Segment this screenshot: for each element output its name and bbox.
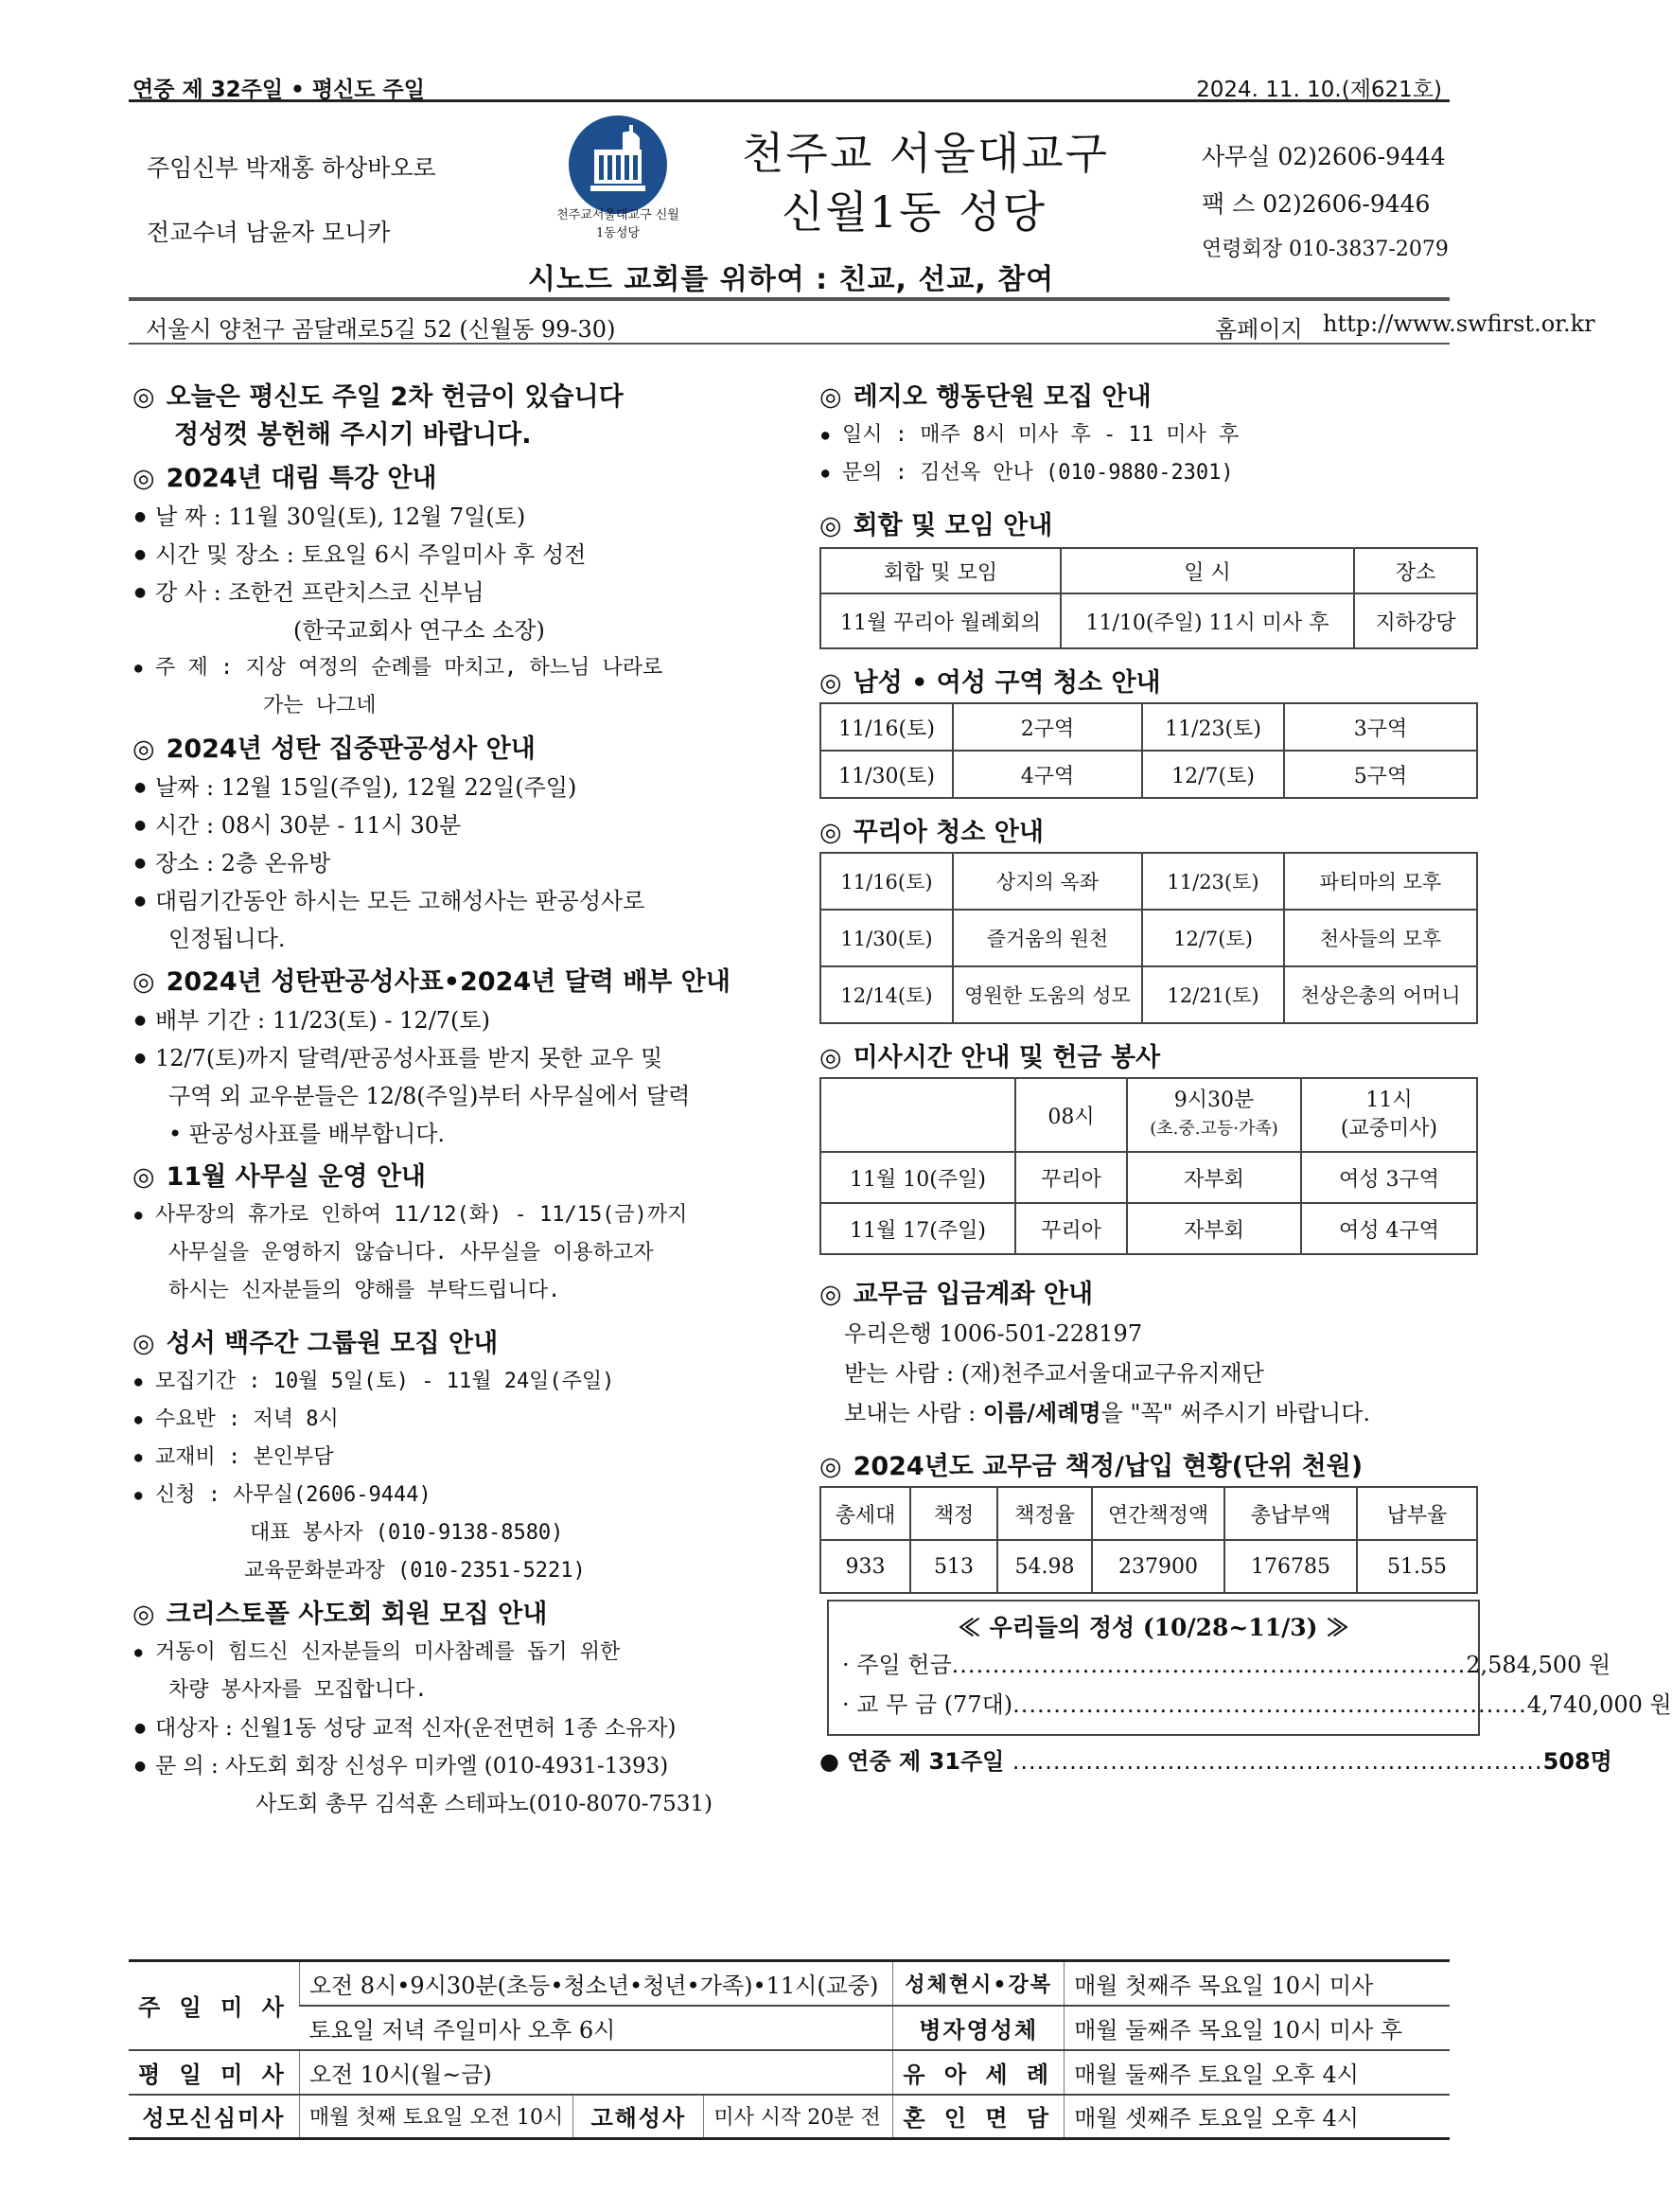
infant-baptism-value: 매월 둘째주 토요일 오후 4시 xyxy=(1065,2050,1450,2095)
table-cell: 천사들의 모후 xyxy=(1284,910,1477,966)
table-cell: 즐거움의 원천 xyxy=(953,910,1142,966)
tithe-status-table xyxy=(819,1486,1478,1594)
table-cell: 51.55 xyxy=(1357,1540,1477,1593)
issue-date: 2024. 11. 10.(제621호) xyxy=(1196,78,1442,102)
adoration-label: 성체현시•강복 xyxy=(893,1961,1065,2006)
list-item: ● 대상자 : 신월1동 성당 교적 신자(운전면허 1종 소유자) xyxy=(132,1709,785,1747)
sister-name: 전교수녀 남윤자 모니카 xyxy=(147,219,391,246)
infant-baptism-label: 유 아 세 례 xyxy=(893,2050,1065,2095)
sick-communion-value: 매월 둘째주 목요일 10시 미사 후 xyxy=(1065,2006,1450,2050)
confession-label: 고해성사 xyxy=(573,2095,704,2139)
list-item: ● 강 사 : 조한건 프란치스코 신부님 xyxy=(132,574,785,611)
table-cell: 11/23(토) xyxy=(1142,703,1284,751)
sunday-mass-time-2: 토요일 저녁 주일미사 오후 6시 xyxy=(299,2006,893,2050)
section-title: ◎ 교무금 입금계좌 안내 xyxy=(819,1280,1094,1309)
table-cell: 513 xyxy=(910,1540,997,1593)
sunday-mass-time-1: 오전 8시•9시30분(초등•청소년•청년•가족)•11시(교중) xyxy=(299,1961,893,2006)
mass-schedule-table xyxy=(129,1959,1450,2140)
table-cell: 5구역 xyxy=(1284,751,1477,798)
table-header: 장소 xyxy=(1354,548,1477,593)
list-item-cont: 하시는 신자분들의 양해를 부탁드립니다. xyxy=(168,1279,561,1302)
table-cell: 여성 3구역 xyxy=(1301,1152,1477,1203)
table-header: 총납부액 xyxy=(1224,1487,1357,1540)
table-cell: 11/30(토) xyxy=(820,751,953,798)
marriage-interview-value: 매월 셋째주 토요일 오후 4시 xyxy=(1065,2095,1450,2139)
mass-offering-table xyxy=(819,1077,1478,1255)
parish-motto: 시노드 교회를 위하여 : 친교, 선교, 참여 xyxy=(528,263,1055,296)
table-header: 연간책정액 xyxy=(1092,1487,1224,1540)
sunday-mass-label: 주 일 미 사 xyxy=(129,1961,299,2050)
list-item-cont: 교육문화분과장 (010-2351-5221) xyxy=(244,1559,586,1583)
table-cell: 4구역 xyxy=(953,751,1142,798)
church-title-line2: 신월1동 성당 xyxy=(782,186,1047,238)
curia-cleaning-table xyxy=(819,852,1478,1024)
table-header xyxy=(820,1078,1015,1152)
table-cell: 천상은총의 어머니 xyxy=(1284,966,1477,1023)
table-cell: 자부회 xyxy=(1127,1203,1301,1254)
section-title: ◎ 회합 및 모임 안내 xyxy=(819,511,1053,540)
right-column xyxy=(819,379,1672,1781)
list-item: ● 모집기간 : 10월 5일(토) - 11월 24일(주일) xyxy=(132,1363,785,1401)
table-cell: 2구역 xyxy=(953,703,1142,751)
list-item-cont: (한국교회사 연구소 소장) xyxy=(293,617,545,644)
offering-summary-box xyxy=(827,1600,1672,1736)
table-cell: 11/10(주일) 11시 미사 후 xyxy=(1061,593,1354,648)
section-title: ◎ 남성 • 여성 구역 청소 안내 xyxy=(819,668,1161,698)
list-item: ● 날짜 : 12월 15일(주일), 12월 22일(주일) xyxy=(132,769,785,806)
section-title: ◎ 2024년 성탄 집중판공성사 안내 xyxy=(132,734,536,764)
table-cell: 11/16(토) xyxy=(820,703,953,751)
table-header: 9시30분 (초.중.고등·가족) xyxy=(1127,1078,1301,1152)
office-phone: 사무실 02)2606-9444 xyxy=(1202,143,1446,170)
sick-communion-label: 병자영성체 xyxy=(893,2006,1065,2050)
section-title: ◎ 2024년 성탄판공성사표•2024년 달력 배부 안내 xyxy=(132,967,730,997)
bank-recipient: 받는 사람 : (재)천주교서울대교구유지재단 xyxy=(844,1360,1264,1387)
liturgical-day: 연중 제 32주일 • 평신도 주일 xyxy=(132,78,425,102)
list-item-cont: 사도회 총무 김석훈 스테파노(010-8070-7531) xyxy=(255,1792,713,1816)
table-cell: 11월 17(주일) xyxy=(820,1203,1015,1254)
council-phone: 연령회장 010-3837-2079 xyxy=(1202,238,1449,261)
list-item-cont: • 판공성사표를 배부합니다. xyxy=(168,1121,446,1147)
list-item: ● 문 의 : 사도회 회장 신성우 미카엘 (010-4931-1393) xyxy=(132,1747,785,1785)
list-item: ● 사무장의 휴가로 인하여 11/12(화) - 11/15(금)까지 xyxy=(132,1196,785,1234)
table-cell: 11월 꾸리아 월례회의 xyxy=(820,593,1061,648)
pastor-name: 주임신부 박재홍 하상바오로 xyxy=(147,154,436,182)
list-item: ● 날 짜 : 11월 30일(토), 12월 7일(토) xyxy=(132,498,785,536)
address-bar xyxy=(129,297,1595,345)
address: 서울시 양천구 곰달래로5길 52 (신월동 99-30) xyxy=(146,316,616,343)
table-cell: 꾸리아 xyxy=(1015,1152,1127,1203)
list-item: ● 장소 : 2층 온유방 xyxy=(132,844,785,882)
table-cell: 11월 10(주일) xyxy=(820,1152,1015,1203)
list-item: ● 교재비 : 본인부담 xyxy=(132,1439,785,1477)
table-cell: 지하강당 xyxy=(1354,593,1477,648)
bank-sender-note: 보내는 사람 : 이름/세례명을 "꼭" 써주시기 바랍니다. xyxy=(844,1399,1371,1426)
weekday-mass-label: 평 일 미 사 xyxy=(129,2050,299,2095)
table-header: 납부율 xyxy=(1357,1487,1477,1540)
table-cell: 12/7(토) xyxy=(1142,910,1284,966)
section-title: ◎ 성서 백주간 그룹원 모집 안내 xyxy=(132,1329,499,1358)
bank-account: 우리은행 1006-501-228197 xyxy=(844,1320,1143,1347)
offering-row: · 주일 헌금 ............................................................... 2,584,500 원 xyxy=(842,1652,1611,1678)
list-item-cont: 인정됩니다. xyxy=(168,926,286,952)
list-item: ● 주 제 : 지상 여정의 순례를 마치고, 하느님 나라로 xyxy=(132,649,785,687)
table-cell: 11/30(토) xyxy=(820,910,953,966)
homepage-link[interactable]: http://www.swfirst.or.kr xyxy=(1323,310,1595,337)
table-cell: 11/16(토) xyxy=(820,853,953,910)
section-title: ◎ 2024년도 교무금 책정/납입 현황(단위 천원) xyxy=(819,1452,1364,1481)
left-column xyxy=(132,379,785,1823)
table-header: 책정 xyxy=(910,1487,997,1540)
table-header: 08시 xyxy=(1015,1078,1127,1152)
table-cell: 933 xyxy=(820,1540,910,1593)
table-header: 책정율 xyxy=(997,1487,1092,1540)
list-item: ● 12/7(토)까지 달력/판공성사표를 받지 못한 교우 및 xyxy=(132,1039,785,1077)
list-item: ● 배부 기간 : 11/23(토) - 12/7(토) xyxy=(132,1001,785,1039)
table-cell: 영원한 도움의 성모 xyxy=(953,966,1142,1023)
list-item-cont: 가는 나그네 xyxy=(263,694,377,717)
section-title: ◎ 오늘은 평신도 주일 2차 헌금이 있습니다 xyxy=(132,382,624,412)
section-title: ◎ 11월 사무실 운영 안내 xyxy=(132,1162,426,1192)
table-cell: 54.98 xyxy=(997,1540,1092,1593)
list-item: ● 대림기간동안 하시는 모든 고해성사는 판공성사로 xyxy=(132,882,785,920)
weekday-mass-value: 오전 10시(월~금) xyxy=(299,2050,893,2095)
district-cleaning-table xyxy=(819,702,1478,799)
list-item: ● 수요반 : 저녁 8시 xyxy=(132,1401,785,1439)
table-cell: 파티마의 모후 xyxy=(1284,853,1477,910)
table-header: 총세대 xyxy=(820,1487,910,1540)
fax-number: 팩 스 02)2606-9446 xyxy=(1202,190,1431,218)
list-item: ● 문의 : 김선옥 안나 (010-9880-2301) xyxy=(819,454,1482,492)
meeting-table xyxy=(819,547,1478,649)
table-cell: 자부회 xyxy=(1127,1152,1301,1203)
table-cell: 176785 xyxy=(1224,1540,1357,1593)
table-header: 11시 (교중미사) xyxy=(1301,1078,1477,1152)
attendance-row: ● 연중 제 31주일 ................................................................. 508명 xyxy=(819,1748,1612,1775)
top-banner xyxy=(129,74,1450,102)
section-title: ◎ 미사시간 안내 및 헌금 봉사 xyxy=(819,1043,1161,1072)
table-cell: 12/21(토) xyxy=(1142,966,1284,1023)
table-cell: 12/14(토) xyxy=(820,966,953,1023)
logo-text: 천주교서울대교구 신월1동성당 xyxy=(556,208,679,240)
table-cell: 3구역 xyxy=(1284,703,1477,751)
list-item: ● 거동이 힘드신 신자분들의 미사참례를 돕기 위한 xyxy=(132,1634,785,1672)
section-subtitle: 정성껏 봉헌해 주시기 바랍니다. xyxy=(174,420,532,450)
list-item: ● 시간 및 장소 : 토요일 6시 주일미사 후 성전 xyxy=(132,536,785,574)
church-title-line1: 천주교 서울대교구 xyxy=(742,128,1110,179)
marian-mass-value: 매월 첫째 토요일 오전 10시 xyxy=(299,2095,573,2139)
list-item-cont: 구역 외 교우분들은 12/8(주일)부터 사무실에서 달력 xyxy=(168,1083,691,1109)
table-cell: 상지의 옥좌 xyxy=(953,853,1142,910)
confession-value: 미사 시작 20분 전 xyxy=(704,2095,893,2139)
table-cell: 12/7(토) xyxy=(1142,751,1284,798)
list-item: ● 일시 : 매주 8시 미사 후 - 11 미사 후 xyxy=(819,416,1482,454)
marriage-interview-label: 혼 인 면 담 xyxy=(893,2095,1065,2139)
table-cell: 237900 xyxy=(1092,1540,1224,1593)
table-cell: 11/23(토) xyxy=(1142,853,1284,910)
table-header: 일 시 xyxy=(1061,548,1354,593)
list-item-cont: 차량 봉사자를 모집합니다. xyxy=(168,1678,428,1702)
list-item: ● 신청 : 사무실(2606-9444) xyxy=(132,1477,785,1514)
section-title: ◎ 2024년 대림 특강 안내 xyxy=(132,464,437,493)
homepage-label: 홈페이지 xyxy=(1215,316,1303,343)
list-item: ● 시간 : 08시 30분 - 11시 30분 xyxy=(132,806,785,844)
section-title: ◎ 꾸리아 청소 안내 xyxy=(819,818,1044,847)
table-cell: 여성 4구역 xyxy=(1301,1203,1477,1254)
section-title: ◎ 크리스토폴 사도회 회원 모집 안내 xyxy=(132,1600,548,1629)
list-item-cont: 대표 봉사자 (010-9138-8580) xyxy=(250,1521,564,1545)
section-title: ◎ 레지오 행동단원 모집 안내 xyxy=(819,382,1152,412)
list-item-cont: 사무실을 운영하지 않습니다. 사무실을 이용하고자 xyxy=(168,1241,654,1265)
offering-row: · 교 무 금 (77대) ............................................................... 4,740,000 원 xyxy=(842,1691,1672,1718)
marian-mass-label: 성모신심미사 xyxy=(129,2095,299,2139)
table-cell: 꾸리아 xyxy=(1015,1203,1127,1254)
adoration-value: 매월 첫째주 목요일 10시 미사 xyxy=(1065,1961,1450,2006)
table-header: 회합 및 모임 xyxy=(820,548,1061,593)
offering-title: ≪ 우리들의 정성 (10/28~11/3) ≫ xyxy=(957,1614,1350,1641)
